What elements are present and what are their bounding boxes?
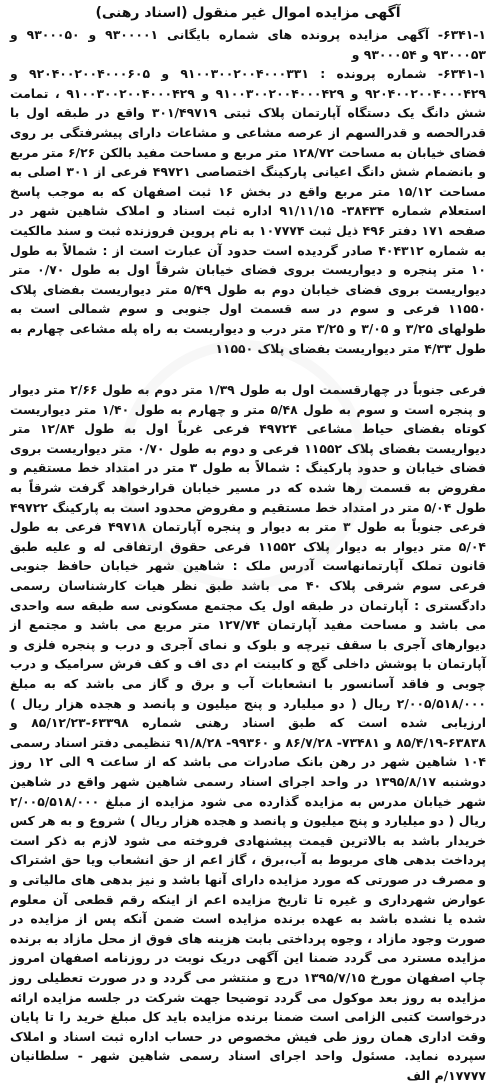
notice-title: آگهی مزایده اموال غیر منقول (اسناد رهنی): [95, 5, 401, 21]
notice-case-numbers: ۶۳۴۱-۱- آگهی مزایده پرونده های شماره بایگانی ۹۳۰۰۰۰۱ و ۹۳۰۰۰۵۰ و ۹۳۰۰۰۵۳ و ۹۳۰۰۰۵۴ و: [10, 27, 486, 62]
auction-notice: [10, 4, 486, 1085]
notice-property-description: ۶۳۴۱-۱- شماره پرونده : ۹۱۰۰۳۰۰۲۰۰۴۰۰۰۳۳۱ و ۹۲۰۴۰۰۲۰۰۴۰۰۰۶۰۵ و ۹۲۰۴۰۰۲۰۰۴۰۰۰۴۲۹ و ۹۱۰۰۳۰۰۲۰۰۴۰۰۰۴۲۹ و ۹۱۰۰۳۰۰۲۰۰۴۰۰۰۴۲۹ ، تمامت شش دانگ یک دستگاه آپارتمان پلاک ثبتی ۳۰۱/۴۹۷۱۹ واقع در طبقه اول با قدرالحصه و قدرالسهم از عرصه مشاعی و مشاعات دارای پیشرفتگی بر روی فضای خیابان به مساحت ۱۲۸/۷۲ متر مربع و مساحت مفید بالکن ۶/۲۶ متر مربع و بانضمام شش دانگ اعیانی پارکینگ اختصاصی ۴۹۷۲۱ فرعی از ۳۰۱ اصلی به مساحت ۱۵/۱۲ متر مربع واقع در بخش ۱۶ ثبت اصفهان که به موجب پاسخ استعلام شماره ۳۸۴۳۴- ۹۱/۱۱/۱۵ اداره ثبت اسناد و املاک شاهین شهر در صفحه ۱۷۱ دفتر ۴۹۶ ذیل ثبت ۱۰۷۷۷۴ به نام پروین فروزنده ثبت و سند مالکیت به شماره ۴۰۴۳۱۲ صادر گردیده است حدود آن عبارت است از : شمالاً به طول ۱۰ متر پنجره و دیواریست بروی فضای خیابان شرقاً اول به طول ۰/۷۰ متر دیواریست بروی فضای خیابان دوم به طول ۵/۴۹ متر دیواریست بفضای پلاک ۱۱۵۵۰ فرعی و سوم در سه قسمت اول جنوبی و سوم شمالی است به طولهای ۳/۲۵ و ۳/۰۵ و ۳/۲۵ متر درب و دیواریست به راه پله مشاعی چهارم به طول ۴/۳۳ متر دیواریست بفضای پلاک ۱۱۵۵۰: [10, 66, 487, 356]
notice-auction-terms: فرعی جنوباً در چهارقسمت اول به طول ۱/۳۹ متر دوم به طول ۲/۶۶ متر دیوار و پنجره است و سوم به طول ۵/۴۸ متر و چهارم به طول ۱/۴۰ متر دیواریست کوتاه بفضای حیاط مشاعی ۴۹۷۲۴ فرعی غرباً اول به طول ۱۲/۸۴ متر دیواریست بفضای پلاک ۱۱۵۵۲ فرعی و دوم به طول ۰/۷۰ متر دیواریست بروی فضای خیابان و حدود پارکینگ : شمالاً به طول ۳ متر در امتداد خط مستقیم و مفروض به قسمت رها شده که در مسیر خیابان قرارخواهد گرفت شرقاً به طول ۵/۰۴ متر در امتداد خط مستقیم و مفروض محدود است به پارکینگ ۴۹۷۲۲ فرعی جنوباً به طول ۳ متر به دیوار و پنجره آپارتمان ۴۹۷۱۸ فرعی به طول ۵/۰۴ متر دیوار به دیوار پلاک ۱۱۵۵۲ فرعی حقوق ارتفاقی له و علیه طبق قانون تملک آپارتمانهاست آدرس ملک : شاهین شهر خیابان حافظ جنوبی فرعی سوم شرقی پلاک ۴۰ می باشد طبق نظر هیات کارشناسان رسمی دادگستری : آپارتمان در طبقه اول یک مجتمع مسکونی سه طبقه سه واحدی می باشد و مساحت مفید آپارتمان ۱۲۷/۷۴ متر مربع می باشد و مجتمع از دیوارهای آجری با سقف تیرچه و بلوک و نمای آجری و درب و پنجره فلزی و آپارتمان با پوشش داخلی گچ و کابینت ام دی اف و کف فرش سرامیک و درب چوبی و فاقد آسانسور با انشعابات آب و برق و گاز می باشد که به مبلغ ۲/۰۰۵/۵۱۸/۰۰۰ ریال ( دو میلیارد و پنج میلیون و پانصد و هجده هزار ریال ) ارزیابی شده است که طبق اسناد رهنی شماره ۶۳۳۹۸-۸۵/۱۲/۲۳ و ۶۳۸۳۸-۸۵/۴/۱۹ و ۷۳۴۸۱- ۸۶/۷/۲۸ و ۹۹۳۶۰- ۹۱/۸/۲۸ تنظیمی دفتر اسناد رسمی ۱۰۴ شاهین شهر در رهن بانک صادرات می باشد که از ساعت ۹ الی ۱۲ روز دوشنبه ۱۳۹۵/۸/۱۷ در واحد اجرای اسناد رسمی شاهین شهر واقع در شاهین شهر خیابان مدرس به مزایده گذارده می شود مزایده از مبلغ ۲/۰۰۵/۵۱۸/۰۰۰ ریال ( دو میلیارد و پنج میلیون و پانصد و هجده هزار ریال ) شروع و به هر کس خریدار باشد به بالاترین قیمت پیشنهادی فروخته می شود لازم به ذکر است پرداخت بدهی های مربوط به آب،برق ، گاز اعم از حق انشعاب ویا حق اشتراک و مصرف در صورتی که مورد مزایده دارای آنها باشد و نیز بدهی های مالیاتی و عوارض شهرداری و غیره تا تاریخ مزایده اعم از اینکه رقم قطعی آن معلوم شده یا نشده باشد به عهده برنده مزایده است ضمن آنکه پس از مزایده در صورت وجود مازاد ، وجوه پرداختی بابت هزینه های فوق از محل مازاد به برنده مزایده مسترد می گردد ضمنا این آگهی دریک نوبت در روزنامه اصفهان امروز چاپ اصفهان مورخ ۱۳۹۵/۷/۱۵ درج و منتشر می گردد و در صورت تعطیلی روز مزایده به روز بعد موکول می گردد توضیحا جهت شرکت در جلسه مزایده ارائه درخواست کتبی الزامی است ضمنا برنده مزایده باید کل مبلغ خرید را تا پایان وقت اداری همان روز طی فیش مخصوص در حساب اداره ثبت اسناد و املاک سپرده نماید. مسئول واحد اجرای اسناد رسمی شاهین شهر - سلطانیان ۱۷۷۷۷/م الف: [10, 382, 487, 1083]
column-gap: [10, 358, 486, 380]
